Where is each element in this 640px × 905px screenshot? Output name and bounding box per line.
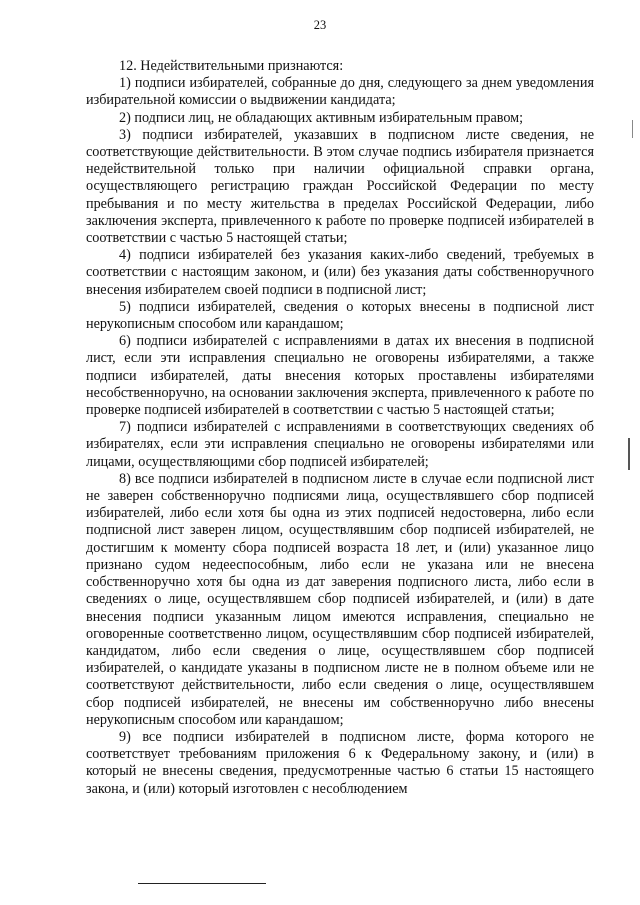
paragraph-item-2: 2) подписи лиц, не обладающих активным избирательным правом; [119, 109, 524, 126]
paragraph-item-9: 9) все подписи избирателей в подписном листе, форма которого не соответствует требованиям приложения 6 к Федеральному закону, и (или) в который не внесены сведения, предусмотренные частью 6 статьи 15 настоящего закона, и (или) который изготовлен с несоблюдением [86, 728, 594, 797]
paragraph-item-1: 1) подписи избирателей, собранные до дня, следующего за днем уведомления избирательной комиссии о выдвижении кандидата; [86, 75, 594, 109]
scan-margin-mark [632, 120, 633, 138]
paragraph-item-7: 7) подписи избирателей с исправлениями в соответствующих сведениях об избирателях, если эти исправления специально не оговорены избирателями или лицами, осуществляющими сбор подписей избирателей; [86, 419, 594, 470]
paragraph-item-3: 3) подписи избирателей, указавших в подписном листе сведения, не соответствующие действительности. В этом случае подпись избирателя признается недействительной только при наличии официальной справки органа, осуществляющего регистрацию граждан Российской Федерации по месту пребывания и по месту жительства в пределах Российской Федерации, либо заключения эксперта, привлеченного к работе по проверке подписей избирателей в соответствии с частью 5 настоящей статьи; [86, 126, 594, 247]
paragraph-item-4: 4) подписи избирателей без указания каких-либо сведений, требуемых в соответствии с настоящим законом, и (или) без указания даты собственноручного внесения избирателем своей подписи в подписной лист; [86, 247, 594, 298]
paragraph-item-8: 8) все подписи избирателей в подписном листе в случае если подписной лист не заверен собственноручно подписями лица, осуществлявшего сбор подписей избирателей, либо если хотя бы одна из этих подписей недостоверна, либо если подписной лист заверен лицом, осуществлявшим сбор подписей избирателей, не достигшим к моменту сбора подписей возраста 18 лет, и (или) указанное лицо признано судом недееспособным, либо если не указана или не внесена собственноручно хотя бы одна из дат заверения подписного листа, либо если в сведениях о лице, осуществлявшем сбор подписей избирателей, и (или) в дате внесения подписи указанным лицом имеются исправления, специально не оговоренные соответственно лицом, осуществлявшим сбор подписей избирателей, кандидатом, либо если сведения о лице, осуществлявшем сбор подписей избирателей, о кандидате указаны в подписном листе не в полном объеме или не соответствуют действительности, либо если сведения о лице, осуществлявшем сбор подписей избирателей, не внесены им собственноручно либо внесены нерукописным способом или карандашом; [86, 470, 594, 728]
paragraph-item-6: 6) подписи избирателей с исправлениями в датах их внесения в подписной лист, если эти исправления специально не оговорены избирателями, а также подписи избирателей, даты внесения которых проставлены избирателями несобственноручно, на основании заключения эксперта, привлеченного к работе по проверке подписей избирателей в соответствии с частью 5 настоящей статьи; [86, 333, 594, 419]
page-number: 23 [313, 18, 327, 32]
scan-margin-mark [628, 438, 630, 470]
document-body [86, 58, 594, 798]
footnote-separator [138, 883, 266, 884]
paragraph-heading: 12. Недействительными признаются: [119, 58, 344, 74]
paragraph-item-5: 5) подписи избирателей, сведения о которых внесены в подписной лист нерукописным способом или карандашом; [86, 298, 594, 333]
